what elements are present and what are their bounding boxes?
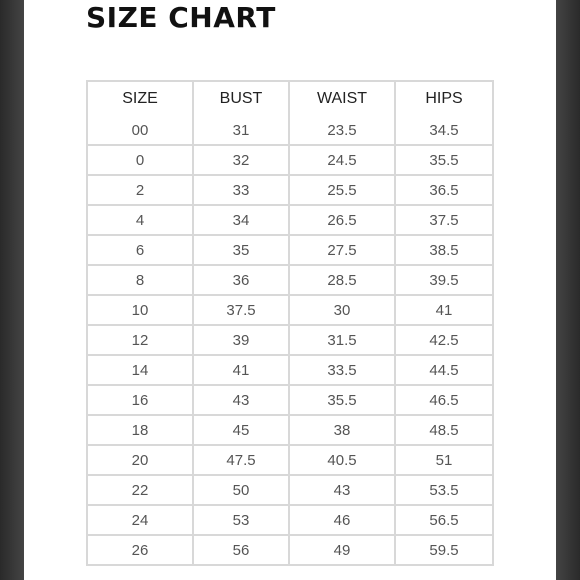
cell-bust: 47.5 — [193, 445, 289, 475]
cell-waist: 33.5 — [289, 355, 395, 385]
cell-bust: 31 — [193, 116, 289, 145]
cell-hips: 39.5 — [395, 265, 493, 295]
cell-waist: 28.5 — [289, 265, 395, 295]
cell-bust: 32 — [193, 145, 289, 175]
cell-bust: 37.5 — [193, 295, 289, 325]
column-header-waist: WAIST — [289, 81, 395, 116]
cell-hips: 41 — [395, 295, 493, 325]
table-row — [87, 205, 493, 235]
cell-size: 0 — [87, 145, 193, 175]
cell-bust: 41 — [193, 355, 289, 385]
right-shadow-border — [556, 0, 580, 580]
cell-waist: 23.5 — [289, 116, 395, 145]
cell-waist: 40.5 — [289, 445, 395, 475]
cell-size: 6 — [87, 235, 193, 265]
table-row — [87, 355, 493, 385]
cell-size: 16 — [87, 385, 193, 415]
cell-waist: 35.5 — [289, 385, 395, 415]
cell-bust: 33 — [193, 175, 289, 205]
table-row — [87, 475, 493, 505]
cell-hips: 35.5 — [395, 145, 493, 175]
cell-size: 4 — [87, 205, 193, 235]
cell-hips: 44.5 — [395, 355, 493, 385]
cell-bust: 36 — [193, 265, 289, 295]
cell-waist: 43 — [289, 475, 395, 505]
cell-size: 00 — [87, 116, 193, 145]
cell-waist: 30 — [289, 295, 395, 325]
table-row — [87, 175, 493, 205]
cell-bust: 43 — [193, 385, 289, 415]
cell-size: 14 — [87, 355, 193, 385]
table-row — [87, 145, 493, 175]
cell-bust: 50 — [193, 475, 289, 505]
table-row — [87, 116, 493, 145]
cell-bust: 56 — [193, 535, 289, 565]
cell-waist: 24.5 — [289, 145, 395, 175]
cell-size: 20 — [87, 445, 193, 475]
cell-waist: 25.5 — [289, 175, 395, 205]
table-row — [87, 415, 493, 445]
cell-hips: 59.5 — [395, 535, 493, 565]
cell-hips: 48.5 — [395, 415, 493, 445]
table-row — [87, 295, 493, 325]
size-chart-sheet — [24, 0, 556, 580]
cell-size: 24 — [87, 505, 193, 535]
size-chart-table — [86, 80, 494, 566]
cell-waist: 27.5 — [289, 235, 395, 265]
cell-hips: 36.5 — [395, 175, 493, 205]
table-row — [87, 505, 493, 535]
table-row — [87, 385, 493, 415]
table-row — [87, 325, 493, 355]
cell-size: 2 — [87, 175, 193, 205]
cell-size: 8 — [87, 265, 193, 295]
table-row — [87, 265, 493, 295]
cell-bust: 39 — [193, 325, 289, 355]
cell-bust: 45 — [193, 415, 289, 445]
cell-waist: 38 — [289, 415, 395, 445]
column-header-hips: HIPS — [395, 81, 493, 116]
cell-size: 26 — [87, 535, 193, 565]
cell-waist: 26.5 — [289, 205, 395, 235]
cell-bust: 53 — [193, 505, 289, 535]
cell-hips: 37.5 — [395, 205, 493, 235]
cell-size: 10 — [87, 295, 193, 325]
cell-hips: 56.5 — [395, 505, 493, 535]
table-row — [87, 235, 493, 265]
cell-hips: 34.5 — [395, 116, 493, 145]
cell-hips: 53.5 — [395, 475, 493, 505]
cell-hips: 51 — [395, 445, 493, 475]
cell-hips: 46.5 — [395, 385, 493, 415]
table-row — [87, 445, 493, 475]
table-header-row — [87, 81, 493, 116]
cell-bust: 35 — [193, 235, 289, 265]
page-title: SIZE CHART — [86, 1, 276, 34]
column-header-size: SIZE — [87, 81, 193, 116]
cell-waist: 46 — [289, 505, 395, 535]
column-header-bust: BUST — [193, 81, 289, 116]
cell-waist: 31.5 — [289, 325, 395, 355]
cell-size: 22 — [87, 475, 193, 505]
cell-hips: 38.5 — [395, 235, 493, 265]
left-shadow-border — [0, 0, 24, 580]
cell-hips: 42.5 — [395, 325, 493, 355]
cell-size: 18 — [87, 415, 193, 445]
cell-size: 12 — [87, 325, 193, 355]
cell-waist: 49 — [289, 535, 395, 565]
table-body — [87, 116, 493, 565]
cell-bust: 34 — [193, 205, 289, 235]
table-row — [87, 535, 493, 565]
